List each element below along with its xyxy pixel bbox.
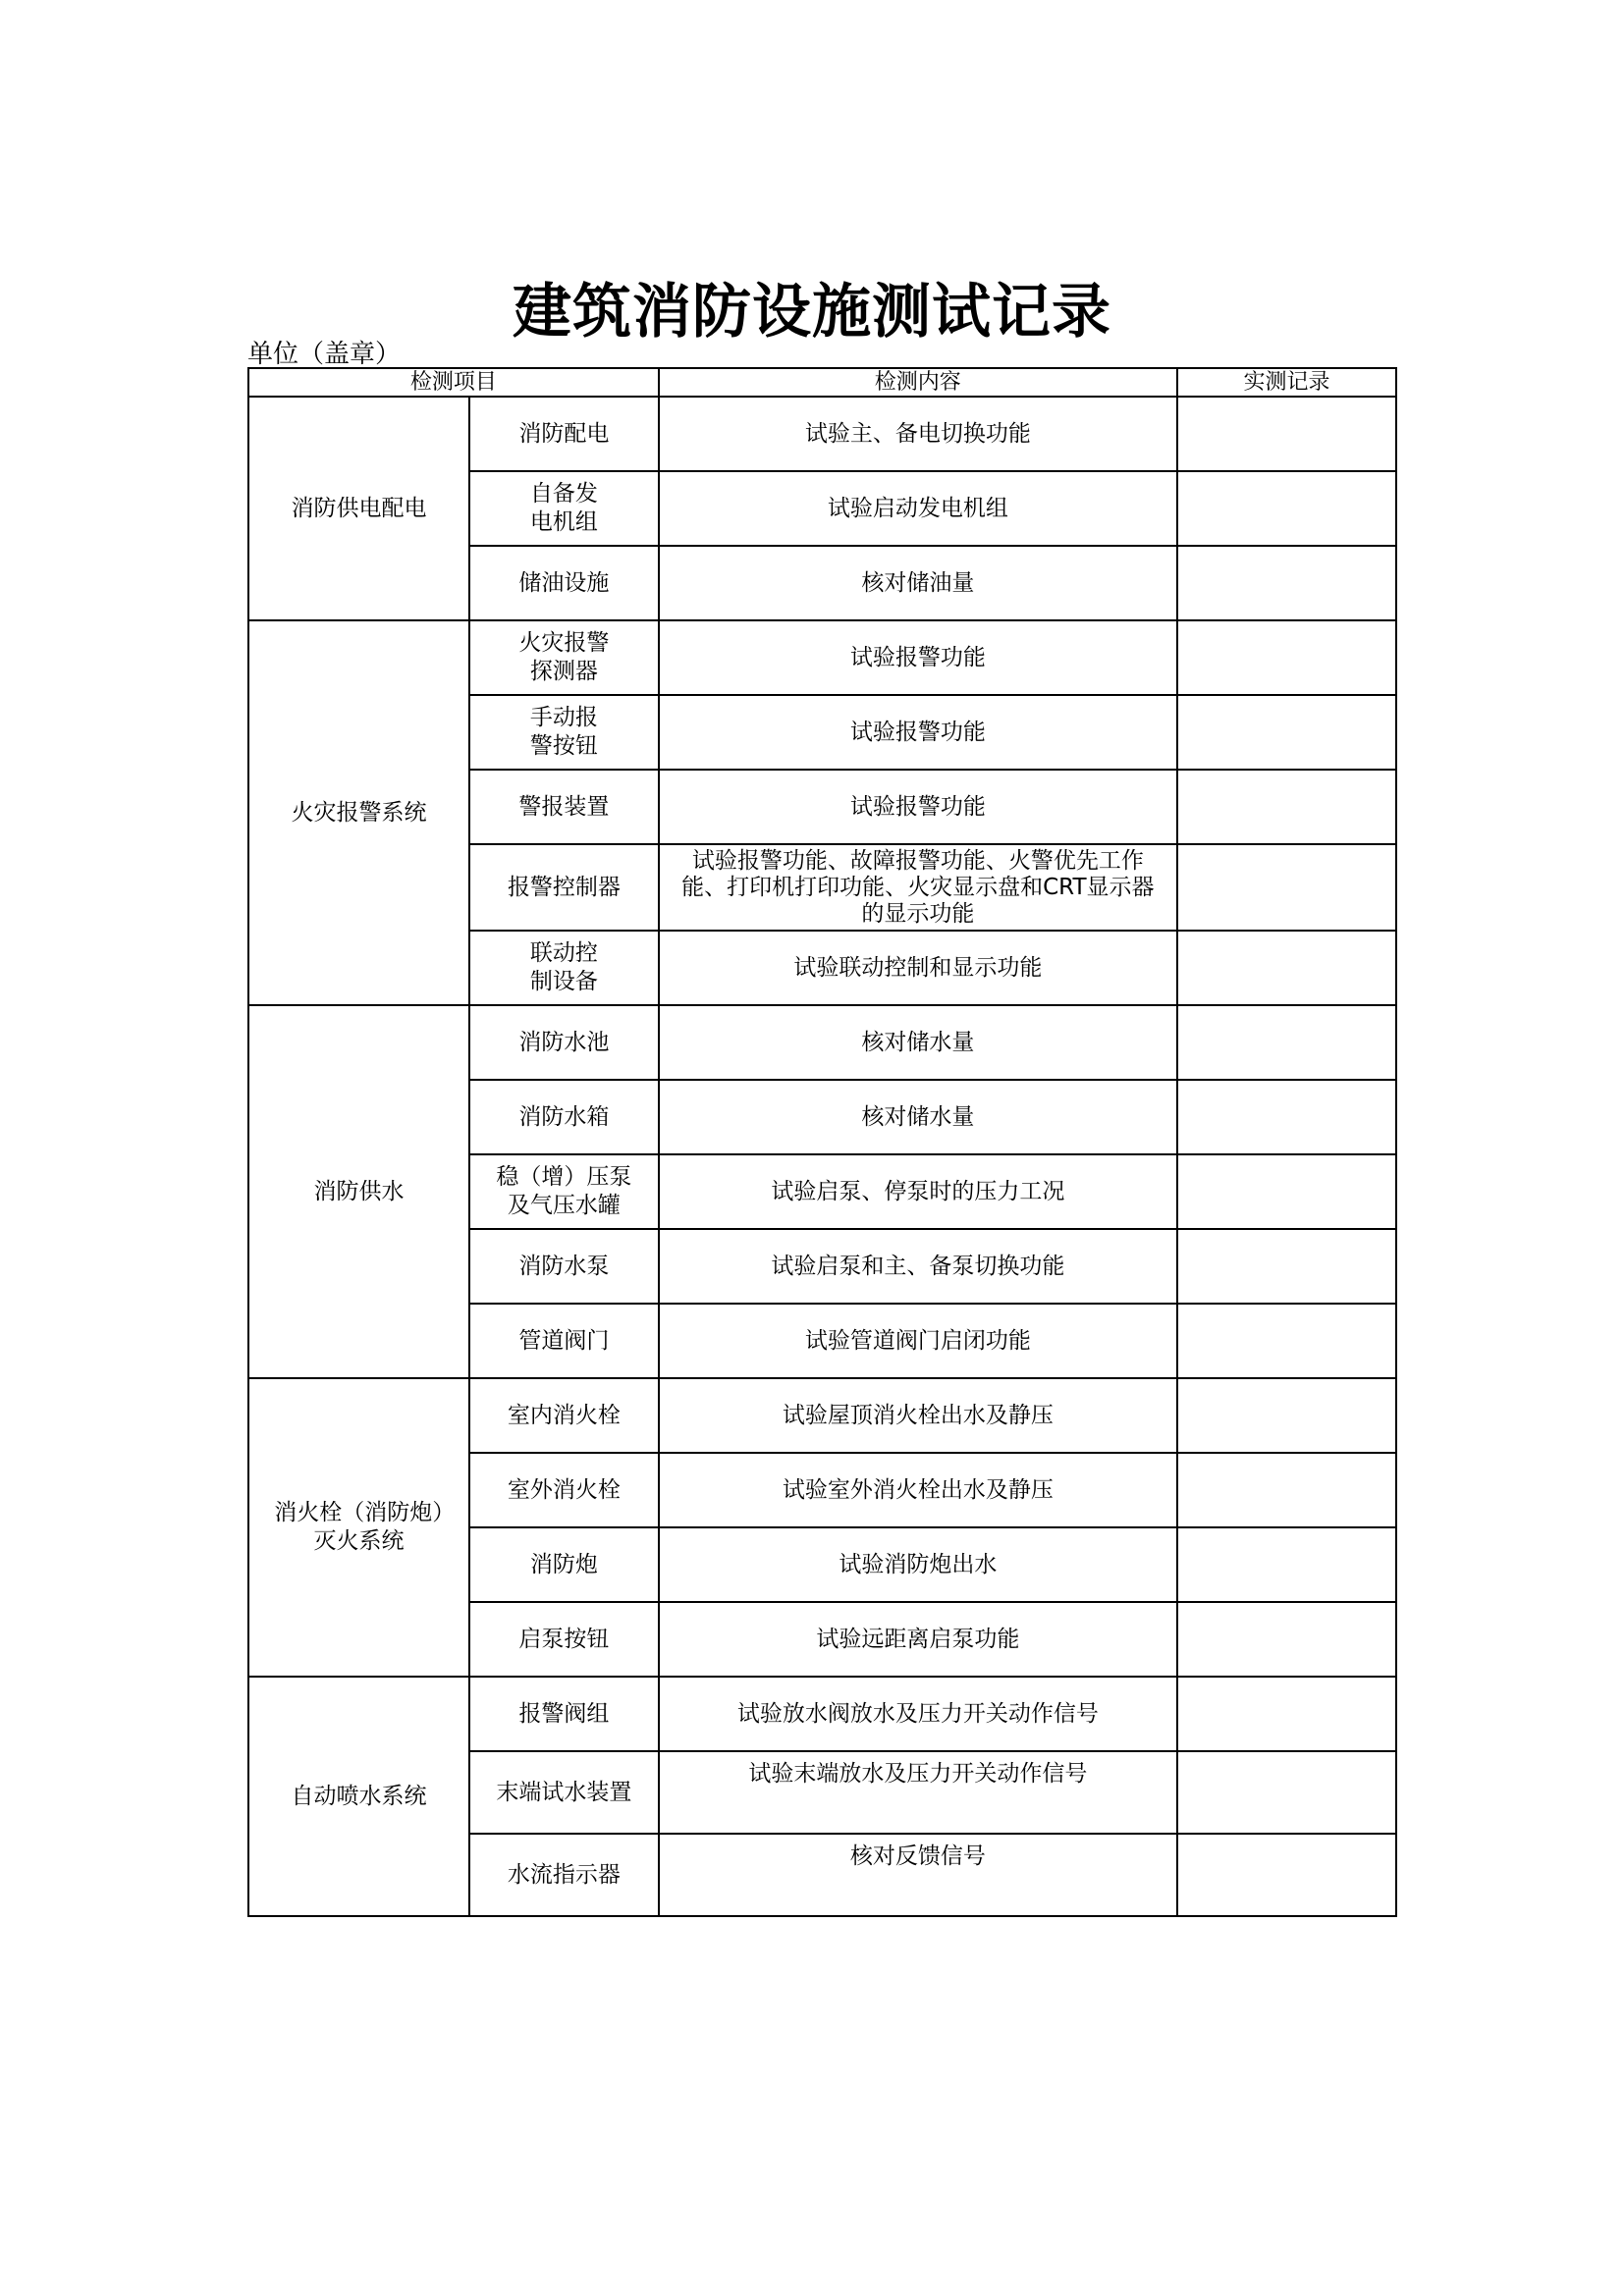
- item-content: 核对储水量: [659, 1080, 1177, 1154]
- item-name: 报警阀组: [469, 1677, 659, 1751]
- item-name: 末端试水装置: [469, 1751, 659, 1834]
- item-content: 试验报警功能、故障报警功能、火警优先工作能、打印机打印功能、火灾显示盘和CRT显示器的显示功能: [659, 844, 1177, 931]
- test-record-table: [247, 367, 1397, 1917]
- record-cell[interactable]: [1177, 546, 1396, 620]
- item-content: 试验启泵和主、备泵切换功能: [659, 1229, 1177, 1304]
- item-name: 消防水泵: [469, 1229, 659, 1304]
- record-cell[interactable]: [1177, 1378, 1396, 1453]
- record-cell[interactable]: [1177, 1453, 1396, 1527]
- record-cell[interactable]: [1177, 931, 1396, 1005]
- item-content: 核对储油量: [659, 546, 1177, 620]
- item-name: 管道阀门: [469, 1304, 659, 1378]
- record-cell[interactable]: [1177, 1527, 1396, 1602]
- item-content: 试验启动发电机组: [659, 471, 1177, 546]
- item-name: 手动报 警按钮: [469, 695, 659, 770]
- item-name: 室外消火栓: [469, 1453, 659, 1527]
- record-cell[interactable]: [1177, 1677, 1396, 1751]
- unit-stamp-label: 单位（盖章）: [247, 340, 402, 369]
- item-content: 试验报警功能: [659, 620, 1177, 695]
- item-name: 稳（增）压泵 及气压水罐: [469, 1154, 659, 1229]
- item-content: 试验主、备电切换功能: [659, 397, 1177, 471]
- record-cell[interactable]: [1177, 1834, 1396, 1916]
- item-name: 储油设施: [469, 546, 659, 620]
- record-cell[interactable]: [1177, 1229, 1396, 1304]
- table-row: [248, 1378, 1396, 1453]
- item-content: 试验报警功能: [659, 770, 1177, 844]
- item-content: 试验放水阀放水及压力开关动作信号: [659, 1677, 1177, 1751]
- item-name: 警报装置: [469, 770, 659, 844]
- record-cell[interactable]: [1177, 695, 1396, 770]
- item-content: 核对储水量: [659, 1005, 1177, 1080]
- header-item: 检测项目: [248, 368, 659, 397]
- record-cell[interactable]: [1177, 1080, 1396, 1154]
- item-content: 试验末端放水及压力开关动作信号: [659, 1751, 1177, 1834]
- item-name: 消防水箱: [469, 1080, 659, 1154]
- table-row: [248, 620, 1396, 695]
- record-cell[interactable]: [1177, 770, 1396, 844]
- record-cell[interactable]: [1177, 471, 1396, 546]
- group-name: 消防供电配电: [248, 397, 469, 620]
- record-cell[interactable]: [1177, 1304, 1396, 1378]
- item-name: 报警控制器: [469, 844, 659, 931]
- table-row: [248, 1677, 1396, 1751]
- item-content: 试验管道阀门启闭功能: [659, 1304, 1177, 1378]
- record-cell[interactable]: [1177, 620, 1396, 695]
- header-record: 实测记录: [1177, 368, 1396, 397]
- header-content: 检测内容: [659, 368, 1177, 397]
- item-name: 启泵按钮: [469, 1602, 659, 1677]
- item-content: 试验屋顶消火栓出水及静压: [659, 1378, 1177, 1453]
- item-name: 消防水池: [469, 1005, 659, 1080]
- item-name: 消防配电: [469, 397, 659, 471]
- record-cell[interactable]: [1177, 1602, 1396, 1677]
- table-header-row: [248, 368, 1396, 397]
- item-content: 试验远距离启泵功能: [659, 1602, 1177, 1677]
- group-name: 消火栓（消防炮）灭火系统: [248, 1378, 469, 1677]
- item-name: 联动控 制设备: [469, 931, 659, 1005]
- table-row: [248, 1005, 1396, 1080]
- group-name: 自动喷水系统: [248, 1677, 469, 1916]
- item-content: 试验启泵、停泵时的压力工况: [659, 1154, 1177, 1229]
- item-content: 核对反馈信号: [659, 1834, 1177, 1916]
- item-name: 水流指示器: [469, 1834, 659, 1916]
- record-cell[interactable]: [1177, 1005, 1396, 1080]
- item-name: 自备发 电机组: [469, 471, 659, 546]
- item-content: 试验消防炮出水: [659, 1527, 1177, 1602]
- item-name: 火灾报警 探测器: [469, 620, 659, 695]
- group-name: 消防供水: [248, 1005, 469, 1378]
- item-content: 试验室外消火栓出水及静压: [659, 1453, 1177, 1527]
- record-cell[interactable]: [1177, 1751, 1396, 1834]
- group-name: 火灾报警系统: [248, 620, 469, 1005]
- item-content: 试验报警功能: [659, 695, 1177, 770]
- page-title: 建筑消防设施测试记录: [513, 278, 1111, 347]
- item-content: 试验联动控制和显示功能: [659, 931, 1177, 1005]
- item-name: 消防炮: [469, 1527, 659, 1602]
- record-cell[interactable]: [1177, 397, 1396, 471]
- record-cell[interactable]: [1177, 1154, 1396, 1229]
- item-name: 室内消火栓: [469, 1378, 659, 1453]
- record-cell[interactable]: [1177, 844, 1396, 931]
- table-row: [248, 397, 1396, 471]
